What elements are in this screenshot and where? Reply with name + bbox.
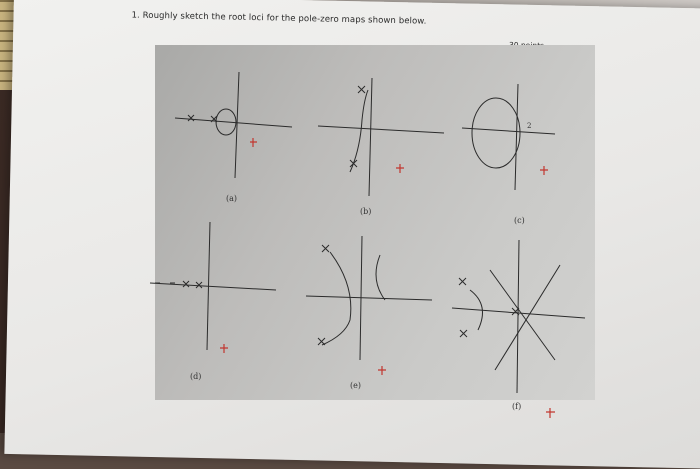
panel-b-label: (b) xyxy=(360,207,372,216)
panel-c-axes xyxy=(462,84,555,190)
panel-b-axes xyxy=(318,78,444,196)
panel-e-poles xyxy=(318,245,329,345)
panel-c-tick: 2 xyxy=(527,122,532,130)
panel-b-poles xyxy=(350,86,365,167)
panel-a-axes xyxy=(175,72,292,178)
question-text: 1. Roughly sketch the root loci for the pole-zero maps shown below. xyxy=(131,10,427,27)
panel-f-poles xyxy=(459,278,519,337)
panel-d-axes xyxy=(150,222,276,350)
panel-f-axes xyxy=(452,240,585,393)
panel-c-label: (c) xyxy=(514,216,525,225)
panel-e-axes xyxy=(306,236,432,360)
panel-e-label: (e) xyxy=(350,381,361,390)
panel-a-poles xyxy=(188,115,217,122)
panel-d-poles xyxy=(183,281,202,288)
panel-d-label: (d) xyxy=(190,372,202,381)
panel-a-label: (a) xyxy=(226,194,238,203)
red-marks xyxy=(220,138,555,418)
panel-f-label: (f) xyxy=(512,402,522,411)
